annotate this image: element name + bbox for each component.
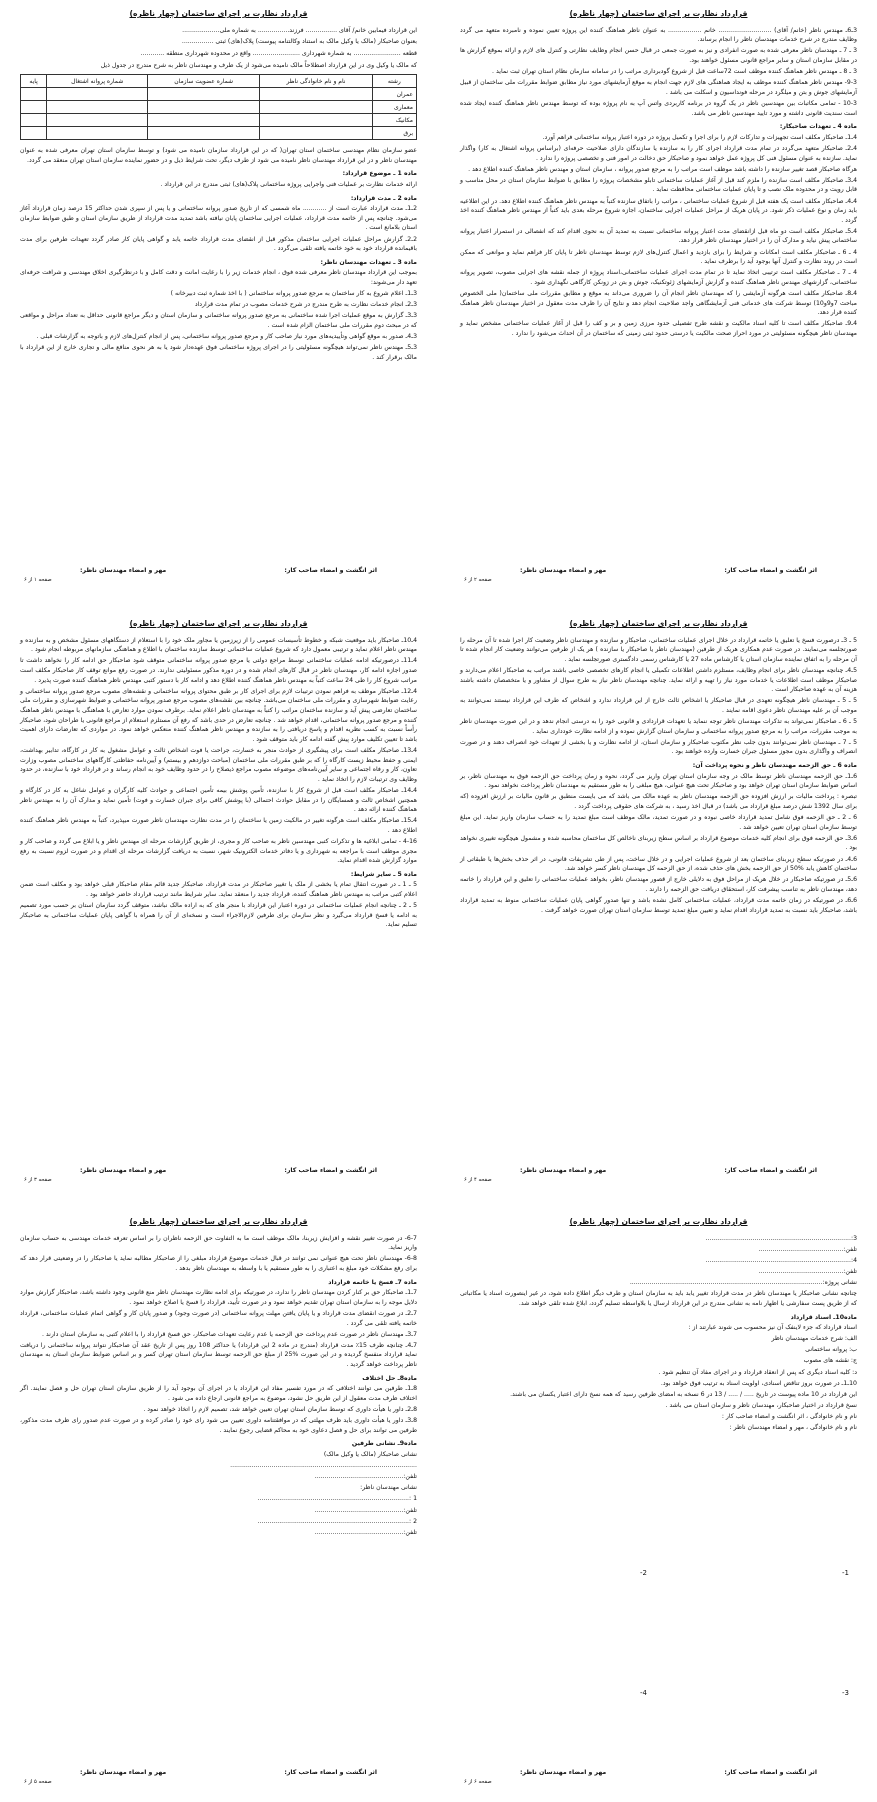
clause: اسناد قرارداد که جزء لاینفک آن نیز محسوب می شوند عبارتند از :: [688, 1324, 857, 1332]
clause: 4 ـ 6 ـ صاحبکار مکلف است امکانات و شرایط را برای بازدید و اعمال کنترل‌های لازم توسط مهندسان ناظر تا پایان کار فراهم نماید و موانعی که ممکن است در روند نظارت و کنترل آنها بوجود آید را برطرف نماید .: [460, 248, 857, 266]
paragraphs: [460, 1234, 857, 1309]
sections: [460, 761, 857, 915]
engineers-table: [20, 74, 417, 140]
paragraph: 6-8- مهندسان ناظر تحت هیچ عنوانی نمی توانند در قبال خدمات موضوع قرارداد مبلغی را از صاحبکار مطالبه نماید یا صاحبکار را در وضعیتی قرار دهد که برای رفع مشکلات خود مبلغ به اعتباری را به طور مستقیم یا با واسطه به مهندسان ناظر بدهد .: [20, 1255, 417, 1273]
owner-signature-label: اثر انگشت و امضاء صاحب کار:: [724, 1167, 817, 1174]
paragraph: 4ـ13ـ صاحبکار مکلف است برای پیشگیری از حوادث منجر به خسارت، جراحت یا فوت اشخاص ثالث و عوامل مشغول به کار در کارگاه، تدابیر بهداشت، ایمنی و حفظ محیط زیست کارگاه را که بر طبق مقررات ملی ساختمان (مباحث دوازدهم و بیستم) و آیین‌نامه حفاظتی کارگاههای ساختمانی مصوب وزارت تعاون، کار و رفاه اجتماعی و سایر آیین‌نامه‌های موضوعه مصوب مراجع ذیصلاح را در حدود وظایف خود به انجام رساند و در قرارداد خود با سازنده، در حدود وظایف وی ترتیبات لازم را اتخاذ نماید .: [20, 746, 417, 783]
engineer-signature-label: مهر و امضاء مهندسان ناظر:: [80, 1769, 167, 1776]
table-cell: مکانیک: [372, 114, 416, 127]
clause: ...............................................................................................: [230, 1462, 417, 1470]
page-title: قرارداد نظارت بر اجرای ساختمان (چهار ناظره): [129, 9, 308, 18]
page-6: [446, 1208, 871, 1802]
engineer-signature-label: مهر و امضاء مهندسان ناظر:: [80, 567, 167, 574]
clause: 7ـ1ـ صاحبکار حق بر کنار کردن مهندسان ناظر را ندارد، در صورتیکه برای ادامه نظارت مهندسان ناظر منع قانونی وجود داشته باشد، صاحبکار گزارش موارد دلایل موجه را به سازمان استان تهران تقدیم خواهد نمود و در صورت تأیید، قرارداد را فسخ یا اصلاح خواهد نمود .: [20, 1289, 417, 1306]
clause: 3ـ2ـ انجام خدمات نظارت به طرح مندرج در شرح خدمات مصوب در تمام مدت قرارداد: [194, 301, 417, 309]
page-footer: [20, 1768, 417, 1790]
table-cell: [148, 88, 260, 101]
signature-slot-number: 4-: [640, 1689, 647, 1697]
clause: 2ـ2ـ گزارش مراحل عملیات اجرایی ساختمان مذکور قبل از انقضای مدت قرارداد خاتمه یابد و گواهی پایان کار صادر گردد تعهدات طرفین برای مدت باقیمانده قرارداد خود به خود خاتمه یافته تلقی می‌گردد .: [20, 235, 417, 253]
section-heading: ماده10ـ اسناد قرارداد: [790, 1313, 857, 1321]
table-cell: [21, 88, 47, 101]
table-cell: [148, 127, 260, 140]
engineer-signature-label: مهر و امضاء مهندسان ناظر:: [520, 567, 607, 574]
clause: 8ـ2ـ داور یا هیأت داوری که توسط سازمان استان تهران تعیین خواهد شد، تصمیم لازم را اتخاذ خواهد نمود .: [143, 1406, 417, 1414]
clause: 7ـ3ـ مهندسان ناظر در صورت عدم پرداخت حق الزحمه یا عدم رعایت تعهدات صاحبکار، حق فسخ قرارداد را با اعلام کتبی به سازمان استان دارند .: [41, 1330, 417, 1338]
clause: 3ـ4ـ صدور به موقع گواهی وتأییدیه‌های مورد نیاز صاحب کار و مرجع صدور پروانه ساختمانی، پس از انجام کنترل‌های لازم و باتوجه به گزارشات قبلی .: [36, 333, 417, 341]
clause: 7ـ2ـ در صورت انقضای مدت قرارداد و یا پایان یافتن مهلت پروانه ساختمانی (در صورت وجود) و صدور پایان کار و گواهی اتمام عملیات ساختمانی، قرارداد خاتمه یافته تلقی می گردد .: [20, 1310, 417, 1327]
page-footer: [460, 1166, 857, 1188]
page-title: قرارداد نظارت بر اجرای ساختمان (چهار ناظره): [569, 1217, 748, 1226]
paragraph: عضو سازمان نظام مهندسی ساختمان استان تهران( که در این قرارداد سازمان نامیده می شود) و توسط سازمان استان تهران معرفی شده به عنوان مهندسان ناظر و در این قرارداد مهندسان ناظر نامیده می شود از طرف دیگر، تحت شرایط ذیل و در حضور نماینده سازمان استان تهران منعقد می گردد.: [20, 147, 417, 164]
engineer-signature-label: مهر و امضاء مهندسان ناظر:: [520, 1769, 607, 1776]
clause: 4ـ3ـ صاحبکار مکلف است سازنده را ملزم کند قبل از آغاز عملیات ساختمانی تابلو مشخصات پروژه را مطابق با ضوابط سازمان استان در محل مناسب و قابل رویت و در محدوده ملک نصب و تا پایان عملیات ساختمانی محافظت نماید .: [460, 176, 857, 194]
clause: تلفن:.............................................: [314, 1528, 417, 1536]
paragraphs: [460, 26, 857, 118]
page-footer: [460, 1768, 857, 1790]
clause: این قرارداد در 10 ماده پیوست در تاریخ ..... / ..... / 13 در 6 نسخه به امضای طرفین رسید که همه نسخ دارای اعتبار یکسان می باشند.: [510, 1390, 857, 1398]
paragraph: 4:..........................................................................: [705, 1256, 857, 1264]
engineer-signature-label: مهر و امضاء مهندسان ناظر:: [520, 1167, 607, 1174]
clause: 4ـ4ـ صاحبکار مکلف است یک هفته قبل از شروع عملیات ساختمانی ، مراتب را باتفاق سازنده کتباً به مهندس ناظر هماهنگ کننده اطلاع دهد. در این اطلاعیه باید زمان و نوع عملیات ذکر شود. در پایان هریک از مراحل عملیات اجرایی ساختمان، اجازه شروع مرحله بعدی باید کتباً از مهندس ناظر هماهنگ کننده اخذ گردد .: [460, 197, 857, 224]
signature-slots: [460, 1538, 857, 1738]
paragraph: 5 ـ 6 ـ صاحبکار نمی‌تواند به تذکرات مهندسان ناظر توجه ننماید یا تعهدات قراردادی و قانونی خود را به درستی انجام ندهد و در این صورت مهندسان ناظر به موجب مقررات، مراتب را به مرجع صدور پروانه ساختمانی و سازمان استان گزارش نموده و از ادامه نظارت خودداری نماید .: [460, 718, 857, 735]
clause: 6 ـ 2 ـ حق الزحمه فوق شامل تمدید قرارداد خاصی نبوده و در صورت تمدید، مالک موظف است مبلغ تمدید را به حساب سازمان واریز نماید. این مبلغ توسط سازمان استان تهران تعیین خواهد شد .: [460, 814, 857, 831]
section-heading: ماده8ـ حل اختلاف: [362, 1374, 417, 1382]
paragraph: 4-16 - تمامی ابلاغیه ها و تذکرات کتبی مهندسین ناظر به صاحب کار و مجری، از طریق گزارشات مرحله ای مهندس ناظر و یا ابلاغ می گردد و صاحب کار و مجری موظف است با مراجعه به شهرداری و یا دفاتر خدمات الکترونیک شهر، نسبت به دریافت گزارشات مرحله ای اقدام و در صورت لزوم نسبت به رفع موارد گزارش شده اقدام نماید.: [20, 837, 417, 865]
page-footer: [460, 566, 857, 588]
table-row: [21, 127, 417, 140]
clause: بموجب این قرارداد مهندسان ناظر معرفی شده فوق ، انجام خدمات زیر را با رعایت امانت و دقت کامل و با درنظرگیری اخلاق مهندسی و شرافت حرفه‌ای تعهد دار می‌شوند:: [20, 269, 417, 287]
clause: 3ـ3ـ گزارش به موقع عملیات اجرا شده ساختمانی به مرجع صدور پروانه ساختمانی و سازمان استان و دیگر مراجع قانونی حداقل به تعداد مراحل و مواقعی که در مبحث دوم مقررات ملی ساختمان الزام شده است .: [20, 312, 417, 329]
paragraph: 3 ـ 8 ـ مهندس ناظر هماهنگ کننده موظف است 72ساعت قبل از شروع گودبرداری مراتب را در سامانه سازمان نظام استان تهران ثبت نماید .: [492, 68, 857, 76]
clause: 4 ـ 7 ـ صاحبکار مکلف است ترتیبی اتخاذ نماید تا در تمام مدت اجرای عملیات ساختمانی،اسناد پروژه از جمله نقشه های اجرایی مصوب، تصویر پروانه ساختمانی، گزارشهای مهندس ناظر هماهنگ کننده و گزارش آزمایشهای ژئوتکنیک، جوش و بتن در زونکن کارگاهی نگهداری شود .: [460, 269, 857, 286]
section-heading: ماده 6 ـ حق الزحمه مهندسان ناظر و نحوه پرداخت آن:: [692, 762, 857, 770]
page-2: [446, 0, 871, 600]
paragraph: چنانچه نشانی صاحبکار یا مهندسان ناظر در مدت قرارداد تغییر یابد باید به سازمان استان و طرف دیگر اطلاع داده شود، در غیر اینصورت اسناد یا مکاتباتی که از طریق پست سفارشی یا اظهار نامه به نشانی مندرج در این قرارداد ارسال یا بلاواسطه تسلیم گردد، ابلاغ شده تلقی خواهد شد.: [460, 1290, 857, 1307]
clause: نشانی مهندسان ناظر:: [360, 1484, 417, 1492]
paragraph: 5 ـ 7 ـ مهندسان ناظر نمی‌توانند بدون جلب نظر مکتوب صاحبکار و سازمان استان، از ادامه نظارت و یا بخشی از تعهدات خود انصراف دهند و در صورت انصراف و واگذاری بدون مجوز مسئول جبران خسارت وارده خواهند بود .: [460, 738, 858, 756]
paragraph: 5ـ4ـ چنانچه مهندسان ناظر برای انجام وظایف، مستلزم داشتن اطلاعات تکمیلی یا انجام کارهای تخصصی خاصی باشند مراتب به صاحبکار اعلام می‌دارند و صاحبکار موظف است اطلاعات یا خدمات مورد نیاز را تهیه و ارائه نماید. چنانچه مهندسان ناظر نیاز به طرح سوال از مشاور و یا متخصصان داشته باشند هزینه آن به عهده صاحبکار است .: [460, 667, 857, 694]
clause: 4ـ8ـ صاحبکار مکلف است هرگونه آزمایشی را که مهندسان ناظر انجام آن را ضروری می‌داند به موقع و مطابق مقررات ملی ساختمان( ملی الخصوص مباحث 7و9و10) توسط شرکت های خدماتی فنی آزمایشگاهی واجد صلاحیت انجام دهد و نتایج آن را ظرف مدت معقول در اختیار مهندسان ناظر هماهنگ کننده قرار دهد.: [460, 290, 857, 317]
table-cell: برق: [372, 127, 416, 140]
clause: د: کلیه اسناد دیگری که پس از انعقاد قرارداد و در اجرای مفاد آن تنظیم شود .: [658, 1368, 857, 1376]
clause: 5 ـ 1 ـ در صورت انتقال تمام یا بخشی از ملک یا تغییر صاحبکار در مدت قرارداد، صاحبکار جدید قائم مقام صاحبکار قبلی خواهد بود و مکلف است ضمن اعلام کتبی مراتب به مهندس ناظر هماهنگ کننده، قرارداد جدید را منعقد نماید. سایر شرایط مانند ترتیب قرارداد حاضر خواهد بود .: [20, 881, 417, 898]
contract-party-line: این قرارداد فیمابین خانم/ آقای ................ فرزند................ به شماره ملی...................: [182, 26, 417, 34]
clause: تبصره : پرداخت مالیات بر ارزش افزوده حق الزحمه مهندسان ناظر به عهده مالک می باشد که می بایست منطبق بر قانون مالیات بر ارزش افزوده (که برای سال 1392 شش درصد مبلغ قرارداد می باشد) در قبال اخذ رسید ، به شرکت های حقوقی پرداخت گردد .: [460, 793, 857, 811]
table-cell: [47, 88, 148, 101]
signature-slot-number: 2-: [640, 1569, 647, 1577]
page-footer: [20, 1166, 417, 1188]
section-heading: ماده 2 ـ مدت قرارداد:: [350, 194, 417, 202]
clause: 4ـ9ـ صاحبکار مکلف است تا کلیه اسناد مالکیت و نقشه طرح تفصیلی حدود مرزی زمین و بر و کف را قبل از آغاز عملیات ساختمانی مشخص نماید و مهندسان ناظر هیچگونه مسئولیتی در مورد احراز صحت مالکیت یا درستی حدود ثبتی زمینی که ساختمان در آن احداث می‌شود را ندارد .: [460, 320, 857, 337]
clause: نام و نام خانوادگی ، اثر انگشت و امضاء صاحب کار :: [721, 1413, 857, 1421]
clause: الف: شرح خدمات مهندسان ناظر: [771, 1335, 857, 1343]
page-number: صفحه ۲ از ۶: [464, 577, 492, 583]
section-heading: ماده 4 ـ تعهدات صاحبکار:: [779, 123, 857, 131]
page-number: صفحه ۴ از ۶: [464, 1177, 492, 1183]
table-cell: [148, 114, 260, 127]
paragraph: 10-3 - تمامی مکاتبات بین مهندسین ناظر در یک گروه در برنامه کاربردی واتس آپ به نام پروژه بوده که توسط مهندس ناظر هماهنگ کننده ایجاد شده است سندیت قانونی داشته و مورد تایید مهندسین ناظر می باشد.: [460, 100, 857, 117]
section-heading: ماده 5 ـ سایر شرایط:: [350, 870, 417, 878]
clause: 1 :.............................................................................: [257, 1495, 417, 1503]
table-cell: [260, 101, 373, 114]
section-heading: ماده 3 ـ تعهدات مهندسان ناظر:: [320, 258, 417, 266]
paragraph: 9-3- مهندس ناظر هماهنگ کننده موظف به ایجاد هماهنگی های لازم جهت انجام به موقع آزمایشهای مورد نیاز مطابق ضوابط مقررات ملی ساختمان از قبیل آزمایشهای جوش و بتن و میلگرد در مرحله فونداسیون و اسکلت می باشد .: [460, 79, 857, 96]
page-1: [6, 0, 431, 600]
section-heading: ماده9ـ نشانی طرفین: [351, 1440, 417, 1448]
clause: ب: پروانه ساختمانی: [805, 1346, 857, 1354]
clause: نشانی صاحبکار (مالک یا وکیل مالک): [323, 1450, 417, 1458]
clause: تلفن:.............................................: [314, 1473, 417, 1481]
table-row: [21, 114, 417, 127]
paragraph: 5 ـ 5 ـ مهندسان ناظر هیچگونه تعهدی در قبال صاحبکار یا اشخاص ثالث خارج از این قرارداد ندارد و اشخاص که طرف این قرارداد نیستند نمی‌توانند به موجب آن بر علیه مهندسان ناظر دعوی اقامه نمایند .: [460, 697, 858, 715]
table-cell: [21, 127, 47, 140]
clause: 8ـ1ـ طرفین می توانند اختلافی که در مورد تفسیر مفاد این قرارداد یا در اجرای آن بوجود آید را از طریق سازمان استان تهران حل و فصل نمایند. اگر اختلاف ظرف مدت معقول از این طریق حل نشود، موضوع به مراجع قانونی ارجاع داده می شود .: [20, 1385, 417, 1402]
clause: نام و نام خانوادگی ، مهر و امضاء مهندسان ناظر :: [729, 1424, 857, 1432]
table-header: نام و نام خانوادگی ناظر: [260, 75, 373, 88]
table-cell: [21, 114, 47, 127]
paragraph: 3 ـ 7 ـ مهندسان ناظر معرفی شده به صورت انفرادی و نیز به صورت جمعی در قبال حسن انجام وظایف نظارتی و کنترل های لازم و ارائه بموقع گزارش ها در مقابل سازمان استان و سایر مراجع قانونی مسئول خواهند بود.: [460, 47, 857, 65]
clause: 4ـ2ـ صاحبکار متعهد می‌گردد در تمام مدت قرارداد اجرای کار را به سازنده یا سازندگان دارای صلاحیت حرفه‌ای (براساس پروانه اشتغال به کار) واگذار نماید. سازنده به عنوان مسئول فنی کل پروژه عمل خواهد نمود و صاحبکار حق دخالت در امور فنی و تخصصی پروژه را ندارد .: [460, 144, 857, 162]
page-footer: [20, 566, 417, 588]
table-cell: [47, 101, 148, 114]
paragraph: 4ـ11ـ درصورتیکه ادامه عملیات ساختمانی توسط مراجع دولتی یا مرجع صدور پروانه ساختمانی متوقف شود صاحبکار حق ادامه کار را نخواهد داشت تا صدور اجازه ادامه کار، مهندسان ناظر در قبال کارهای انجام شده و در دوره مذکور مسئولیتی ندارند. در صورت رفع موانع توقف کار صاحبکار مکلف است مراتب شروع کار را طی 24 ساعت کتباً به مهندس ناظر هماهنگ کننده اطلاع دهد و ادامه کار با دستور کتبی مهندس ناظر هماهنگ کننده صورت پذیرد .: [20, 657, 417, 684]
clause: 5 ـ 2 ـ چنانچه انجام عملیات ساختمانی در دوره اعتبار این قرارداد با منجر های که به اراده مالک نباشد، متوقف گردد سازمان استان بر حسب مورد تصمیم به ادامه یا فسخ قرارداد می‌گیرد و نظر سازمان برای طرفین لازم‌الاجراء است و نسخه‌ای از آن را همراه با گواهی پایان عملیات ساختمانی به صاحبکار تسلیم نماید.: [20, 902, 417, 929]
sections: [20, 1278, 417, 1538]
table-header: پایه: [21, 75, 47, 88]
clause: 6ـ3ـ حق الزحمه فوق برای انجام کلیه خدمات موضوع قرارداد بر اساس سطح زیربنای ناخالص کل ساختمان محاسبه شده و مشمول هیچگونه تغییری نخواهد بود .: [460, 834, 857, 852]
paragraph: 4ـ12ـ صاحبکار موظف به فراهم نمودن ترتیبات لازم برای اجرای کار بر طبق محتوای پروانه ساختمانی و نقشه‌های مصوب مرجع صدور پروانه ساختمانی و رعایت ضوابط شهرسازی و مقررات ملی ساختمان می‌باشد. چنانچه بین نقشه‌های مصوب مرجع صدور پروانه ساختمانی و ضوابط شهرسازی و مقررات ملی ساختمان تعارضی پیش آید و سازنده ساختمان مراتب را کتباً به مهندسان ناظر اعلام نماید. برطرف نمودن موارد تعارض با هماهنگی با مهندس ناظر هماهنگ کننده و مرجع صدور پروانه ساختمانی، اقدام خواهد شد . چنانچه تعارض در حدی باشد که رفع آن مستلزم استعلام از مراجع قانونی یا طراحان شود، صاحبکار رأساً نسبت به کسب نظریه اقدام و پاسخ دریافتی را به سازنده و مهندس ناظر هماهنگ کننده منعکس خواهد نمود. در مواردی که تعارضات دارای اهمیت باشد تا تعیین تکلیف موارد پیش گفته ادامه کار باید متوقف شود .: [20, 687, 417, 743]
page-title: قرارداد نظارت بر اجرای ساختمان (چهار ناظره): [569, 9, 748, 18]
page-number: صفحه ۵ از ۶: [24, 1779, 52, 1785]
clause: تلفن:.............................................: [314, 1506, 417, 1514]
clause: 7ـ4ـ چنانچه ظرف 15٪ مدت قرارداد (مندرج در ماده 2 این قرارداد) یا حداکثر 108 روز پس از تاریخ عقد آن صاحبکار نتواند پروانه ساختمانی را دریافت نماید قرارداد منفسخ گردیده و در این صورت %25 از مبلغ حق الزحمه توسط سازمان استان تهران کسر و بر اساس ضوابط سازمان استان به مهندسان ناظر پرداخت خواهد گردید .: [20, 1341, 418, 1369]
paragraph: تلفن:...........................................: [758, 1268, 857, 1276]
table-header: رشته: [372, 75, 416, 88]
section-heading: ماده 1 ـ موضوع قرارداد:: [342, 170, 417, 178]
page-number: صفحه ۱ از ۶: [24, 577, 52, 583]
owner-signature-label: اثر انگشت و امضاء صاحب کار:: [284, 1769, 377, 1776]
table-cell: [260, 127, 373, 140]
clause: 2 :.............................................................................: [257, 1517, 417, 1525]
clause: هرگاه صاحبکار قصد تغییر سازنده را داشته باشد موظف است مراتب را به مرجع صدور پروانه ، سازمان استان و مهندس ناظر هماهنگ کننده اطلاع دهد .: [468, 165, 857, 173]
signature-slot-number: 1-: [842, 1569, 849, 1577]
clause: 8ـ3ـ داور یا هیأت داوری باید ظرف مهلتی که در موافقتنامه داوری تعیین می شود رای خود را صادر کرده و در صورت عدم صدور رای ظرف مدت مذکور، طرفین می توانند برای حل و فصل دعاوی خود به محاکم قضایی رجوع نمایند .: [20, 1417, 417, 1434]
table-header: شماره پروانه اشتغال: [47, 75, 148, 88]
table-row: [21, 88, 417, 101]
clause: 4ـ1ـ صاحبکار مکلف است تجهیزات و تدارکات لازم را برای اجرا و تکمیل پروژه در دوره اعتبار پروانه ساختمانی فراهم آورد.: [542, 133, 857, 141]
owner-signature-label: اثر انگشت و امضاء صاحب کار:: [284, 1167, 377, 1174]
owner-signature-label: اثر انگشت و امضاء صاحب کار:: [724, 1769, 817, 1776]
sections: [20, 169, 417, 362]
table-cell: [47, 127, 148, 140]
table-cell: [21, 101, 47, 114]
page-title: قرارداد نظارت بر اجرای ساختمان (چهار ناظره): [569, 619, 748, 628]
paragraph: 4ـ14ـ صاحبکار مکلف است قبل از شروع کار با سازنده، تأمین پوشش بیمه تأمین اجتماعی و حوادث کلیه کارگران و عوامل شاغل به کار در کارگاه و همچنین اشخاص ثالث و همسایگان را در مقابل حوادث احتمالی (با پوشش کافی برای جبران خسارت و فوت) تأمین نماید و مدارک آن را به مهندس ناظر هماهنگ کننده ارائه دهد .: [20, 786, 417, 814]
paragraphs: [20, 1234, 417, 1274]
contract-party-line: قطعه ........................ به شماره شهرداری ........................ واقع در محدوده شهرداری منطقه ............: [140, 49, 417, 57]
signature-slot-number: 3-: [842, 1689, 849, 1697]
clause: 3ـ5ـ مهندس ناظر نمی‌تواند هیچگونه مسئولیتی را در اجرای پروژه ساختمانی فوق عهده‌دار شود یا به هر نحوی منافع مالی و تجاری خارج از این قرارداد با مالک برقرار کند .: [20, 344, 417, 361]
table-cell: [260, 114, 373, 127]
paragraph: نشانی پروژه:..................................................................................................: [629, 1279, 857, 1287]
section-heading: ماده 7ـ فسخ یا خاتمه قرارداد: [328, 1278, 417, 1286]
clause: ارائه خدمات نظارت بر عملیات فنی واجرایی پروژه ساختمانی پلاک(های) ثبتی مندرج در این قرارداد .: [160, 181, 417, 189]
paragraph: تلفن:...........................................: [758, 1245, 857, 1253]
page-title: قرارداد نظارت بر اجرای ساختمان (چهار ناظره): [129, 619, 308, 628]
clause: 10ـ1ـ در صورت بروز تناقض اسنادی، اولویت اسناد به ترتیب فوق خواهد بود.: [660, 1379, 857, 1387]
owner-signature-label: اثر انگشت و امضاء صاحب کار:: [284, 567, 377, 574]
owner-signature-label: اثر انگشت و امضاء صاحب کار:: [724, 567, 817, 574]
clause: 6ـ1ـ حق الزحمه مهندسان ناظر توسط مالک در وجه سازمان استان تهران واریز می گردد، نحوه و زمان پرداخت حق الزحمه فوق به مهندسان ناظر، بر اساس ضوابط سازمان استان تهران خواهد بود و صاحبکار تحت هیچ عنوانی، هیچ مبلغی را به طور مستقیم به مهندسان ناظر پرداخت نخواهد نمود .: [460, 772, 857, 790]
table-cell: [260, 88, 373, 101]
table-row: [21, 101, 417, 114]
sections: [20, 870, 417, 930]
contract-party-line: بعنوان صاحبکار (مالک یا وکیل مالک به استناد وکالتنامه پیوست) پلاک(های) ثبتی ................: [181, 38, 417, 46]
table-cell: عمران: [372, 88, 416, 101]
clause: 4ـ5ـ صاحبکار مکلف است دو ماه قبل ازانقضای مدت اعتبار پروانه ساختمانی نسبت به تمدید آن به نحوی اقدام کند که انفصالی در استمرار اعتبار پروانه ساختمانی پیش نیاید و مدارک آن را در اختیار مهندسان ناظر قرار دهد.: [460, 227, 857, 245]
contract-party-line: که مالک یا وکیل وی در این قرارداد اصطلاحاً مالک نامیده می‌شود از یک طرف و مهندسان ناظر به شرح مندرج در جدول ذیل: [100, 61, 417, 69]
page-number: صفحه ۳ از ۶: [24, 1177, 52, 1183]
paragraph: 6-7- در صورت تغییر نقشه و افزایش زیربنا، مالک موظف است ما به التفاوت حق الزحمه ناظران را بر اساس تعرفه خدمات مهندسی به حساب سازمان واریز نماید.: [20, 1234, 417, 1252]
sections: [460, 122, 857, 338]
table-cell: معماری: [372, 101, 416, 114]
page-5: [6, 1208, 431, 1802]
table-cell: [148, 101, 260, 114]
page-number: صفحه ۶ از ۶: [464, 1779, 492, 1785]
clause: 3ـ1ـ اعلام شروع به کار ساختمان به مرجع صدور پروانه ساختمانی ( با اخذ شماره ثبت دبیرخانه ): [170, 290, 417, 298]
page-3: [6, 610, 431, 1200]
table-header: شماره عضویت سازمان: [148, 75, 260, 88]
clause: 6ـ6ـ در صورتیکه در زمان خاتمه مدت قرارداد، عملیات ساختمانی کامل نشده باشد و تنها صدور گواهی پایان عملیات ساختمانی منوط به تمدید قرارداد باشد، صاحبکار باید نسبت به تمدید قرارداد اقدام نماید و تعیین مبلغ تمدید توسط سازمان استان تهران صورت خواهد گرفت .: [460, 897, 857, 914]
paragraphs: [20, 636, 417, 866]
paragraph: 3ـ6ـ مهندس ناظر (خانم/ آقای) ........................... خانم ................. به عنوان ناظر هماهنگ کننده این پروژه تعیین نموده و نامبرده متعهد می گردد وظایف مندرج در شرح خدمات مهندسان ناظر را انجام برساند.: [460, 26, 857, 44]
paragraph: 3:..........................................................................: [705, 1234, 857, 1242]
clause: 6ـ4ـ در صورتیکه سطح زیربنای ساختمان بعد از شروع عملیات اجرایی و در خلال ساخت، پس از طی تشریفات قانونی، در اثر حذف بخش‌ها یا طبقاتی از ساختمان کاهش یابد %50 از حق الزحمه بخش های حذف شده، از حق الزحمه کل مهندسان ناظر کسر خواهد شد.: [460, 855, 857, 873]
paragraph: 5 ـ 3ـ درصورت فسخ یا تعلیق یا خاتمه قرارداد در خلال اجرای عملیات ساختمانی، صاحبکار و سازنده و مهندسان ناظر وضعیت کار اجرا شده تا آن مرحله را صورتجلسه می‌نمایند. در صورت عدم همکاری هریک از طرفین (مهندسان ناظر یا صاحبکار یا سازنده ) هر یک از طرفین می‌توانند وضعیت کار انجام شده تا آن مرحله را به اتفاق نماینده سازمان استان یا کارشناس ماده 27 یا کارشناس رسمی دادگستری صورتجلسه نماید .: [460, 636, 857, 663]
sections: [460, 1313, 857, 1433]
clause: 2ـ1ـ مدت قرارداد عبارت است از ............ ماه شمسی که از تاریخ صدور پروانه ساختمانی و یا پس از سپری شدن حداکثر 15 درصد زمان قرارداد آغاز می‌شود. چنانچه پس از خاتمه مدت قرارداد، عملیات اجرایی ساختمان پایان نیافته باشد تمدید مدت قرارداد از طریق سازمان استان و طبق ضوابط سازمان استان بلامانع است .: [20, 205, 417, 232]
clause: ج: نقشه های مصوب: [803, 1357, 857, 1365]
page-4: [446, 610, 871, 1200]
table-cell: [47, 114, 148, 127]
paragraph: 4ـ15ـ صاحبکار مکلف است هرگونه تغییر در مالکیت زمین یا ساختمان را در مدت نظارت مهندسان ناظر صورت میپذیرد، کتباً به مهندس ناظر هماهنگ کننده اطلاع دهد .: [20, 817, 417, 834]
paragraphs: [460, 636, 857, 757]
page-title: قرارداد نظارت بر اجرای ساختمان (چهار ناظره): [129, 1217, 308, 1226]
clause: 6ـ5ـ در صورتیکه صاحبکار در خلال هریک از مراحل فوق به دلایلی خارج از قصور مهندسان ناظر، بخواهد عملیات ساختمانی را تعلیق و این قرارداد را خاتمه دهد، مهندسان ناظر به تناسب پیشرفت کار، استحقاق دریافت حق الزحمه را دارند .: [460, 876, 857, 893]
clause: نسخ قرارداد در اختیار صاحبکار، مهندسان ناظر و سازمان استان می باشد .: [665, 1401, 857, 1409]
paragraph: 4ـ10ـ صاحبکار باید موقعیت شبکه و خطوط تأسیسات عمومی را از زیرزمین یا مجاور ملک خود را با استعلام از دستگاههای مسئول مشخص و به سازنده و مهندس ناظر اعلام نماید و ترتیبی معمول دارد که شروع عملیات ساختمانی توسط سازنده ساختمان با اطلاع و هماهنگی سازمانهای مربوطه انجام شود .: [20, 636, 417, 654]
engineer-signature-label: مهر و امضاء مهندسان ناظر:: [80, 1167, 167, 1174]
